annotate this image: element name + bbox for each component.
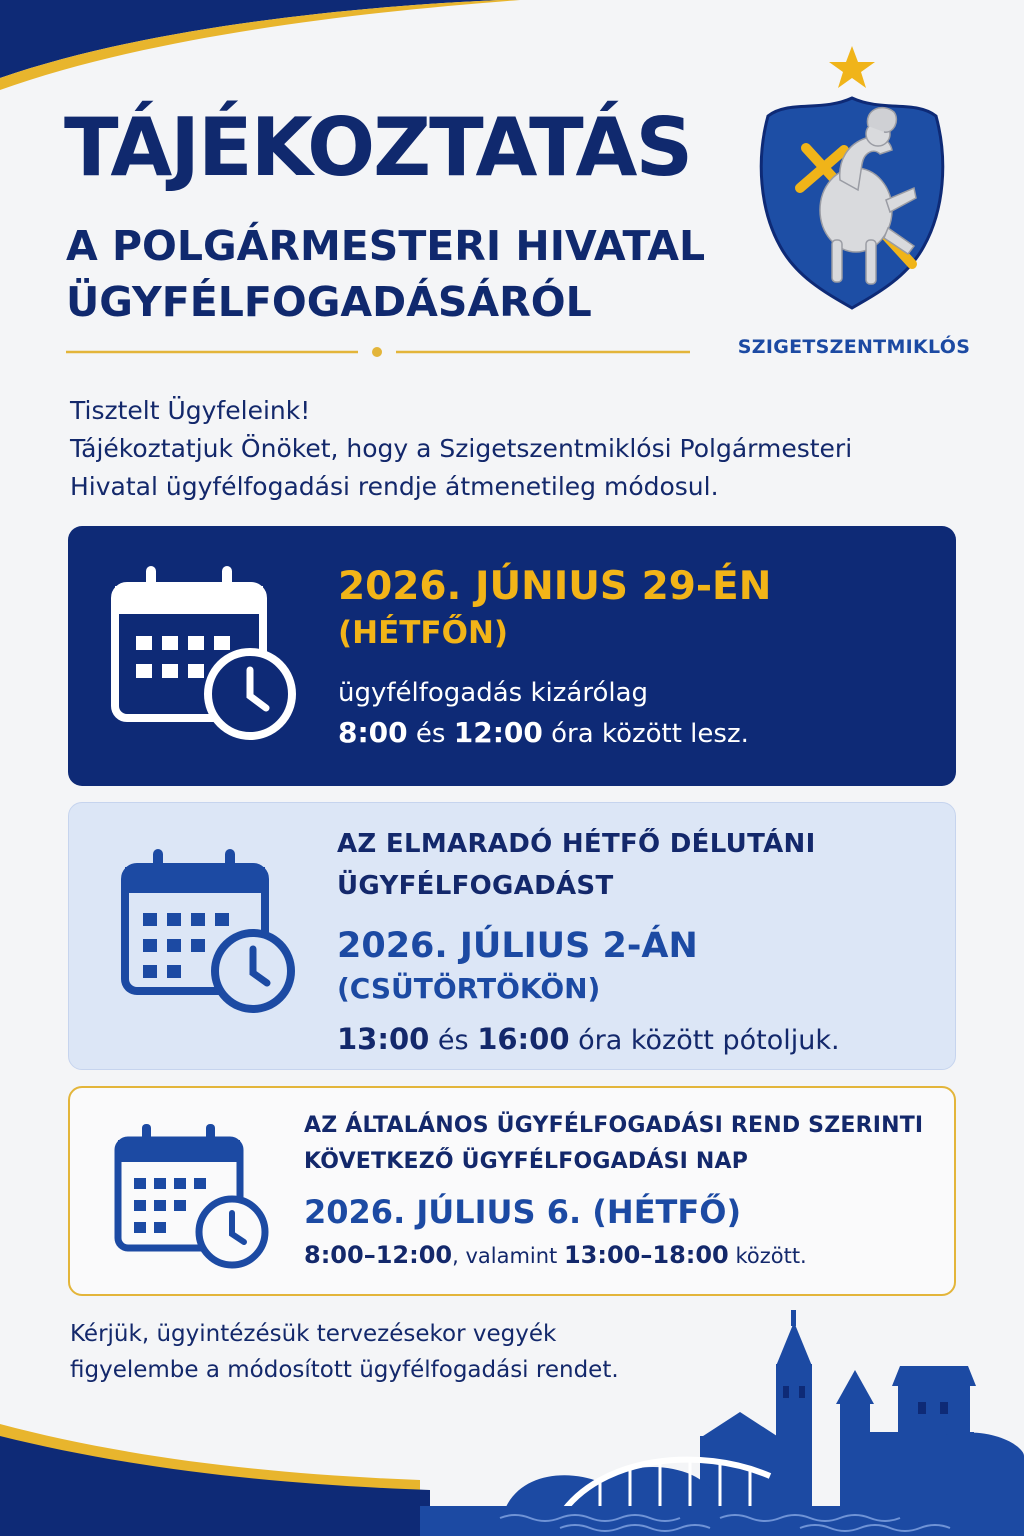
intro-text: [70, 392, 950, 506]
page-subtitle: [66, 218, 705, 330]
greeting: Tisztelt Ügyfeleink!: [70, 396, 311, 425]
card-2-time-1: 13:00: [337, 1022, 430, 1056]
card-3-date: 2026. JÚLIUS 6. (HÉTFŐ): [304, 1193, 742, 1231]
closing-line-2: figyelembe a módosított ügyfélfogadási rendet.: [70, 1357, 619, 1383]
card-2-heading-1: AZ ELMARADÓ HÉTFŐ DÉLUTÁNI: [337, 829, 816, 859]
closing-line-1: Kérjük, ügyintézésük tervezésekor vegyék: [70, 1321, 557, 1347]
intro-line-2: Hivatal ügyfélfogadási rendje átmenetileg módosul.: [70, 472, 719, 501]
intro-line-1: Tájékoztatjuk Önöket, hogy a Szigetszentmiklósi Polgármesteri: [70, 434, 853, 463]
card-2-time-2: 16:00: [477, 1022, 570, 1056]
coat-of-arms-icon: [748, 40, 956, 310]
card-2-line: 13:00 és 16:00 óra között pótoljuk.: [337, 1022, 840, 1056]
card-3-heading-2: KÖVETKEZŐ ÜGYFÉLFOGADÁSI NAP: [304, 1149, 749, 1174]
coat-of-arms: [748, 40, 956, 310]
card-1-time-2: 12:00: [453, 716, 543, 749]
card-2-date: 2026. JÚLIUS 2-ÁN: [337, 926, 698, 966]
card-1-date: 2026. JÚNIUS 29-ÉN: [338, 564, 772, 609]
card-3-line: 8:00–12:00, valamint 13:00–18:00 között.: [304, 1241, 807, 1269]
card-2-text: [337, 823, 840, 1061]
card-2-heading-2: ÜGYFÉLFOGADÁST: [337, 871, 614, 901]
card-2-day: (CSÜTÖRTÖKÖN): [337, 972, 601, 1005]
notice-card-july-6: [68, 1086, 956, 1296]
corner-decoration: [0, 0, 520, 90]
notice-card-june-29: [68, 526, 956, 786]
card-3-heading-1: AZ ÁLTALÁNOS ÜGYFÉLFOGADÁSI REND SZERINTI: [304, 1113, 924, 1138]
card-1-line-1: ügyfélfogadás kizárólag: [338, 678, 649, 708]
subtitle-line-2: ÜGYFÉLFOGADÁSÁRÓL: [66, 278, 592, 326]
calendar-clock-icon: [112, 1122, 272, 1272]
card-1-text: [338, 562, 771, 755]
calendar-clock-icon: [117, 847, 297, 1019]
card-3-range-2: 13:00–18:00: [563, 1241, 729, 1269]
card-3-range-1: 8:00–12:00: [304, 1241, 453, 1269]
title-divider: [66, 340, 690, 364]
town-name: SZIGETSZENTMIKLÓS: [737, 336, 971, 358]
card-3-text: [304, 1108, 923, 1273]
card-1-day: (HÉTFŐN): [338, 615, 509, 651]
notice-card-july-2: [68, 802, 956, 1070]
page-title: TÁJÉKOZTATÁS: [64, 101, 692, 194]
card-1-time-1: 8:00: [338, 716, 408, 749]
card-1-line-2: 8:00 és 12:00 óra között lesz.: [338, 716, 749, 749]
calendar-clock-icon: [106, 564, 296, 748]
subtitle-line-1: A POLGÁRMESTERI HIVATAL: [66, 222, 706, 270]
town-skyline-icon: [0, 1306, 1024, 1536]
